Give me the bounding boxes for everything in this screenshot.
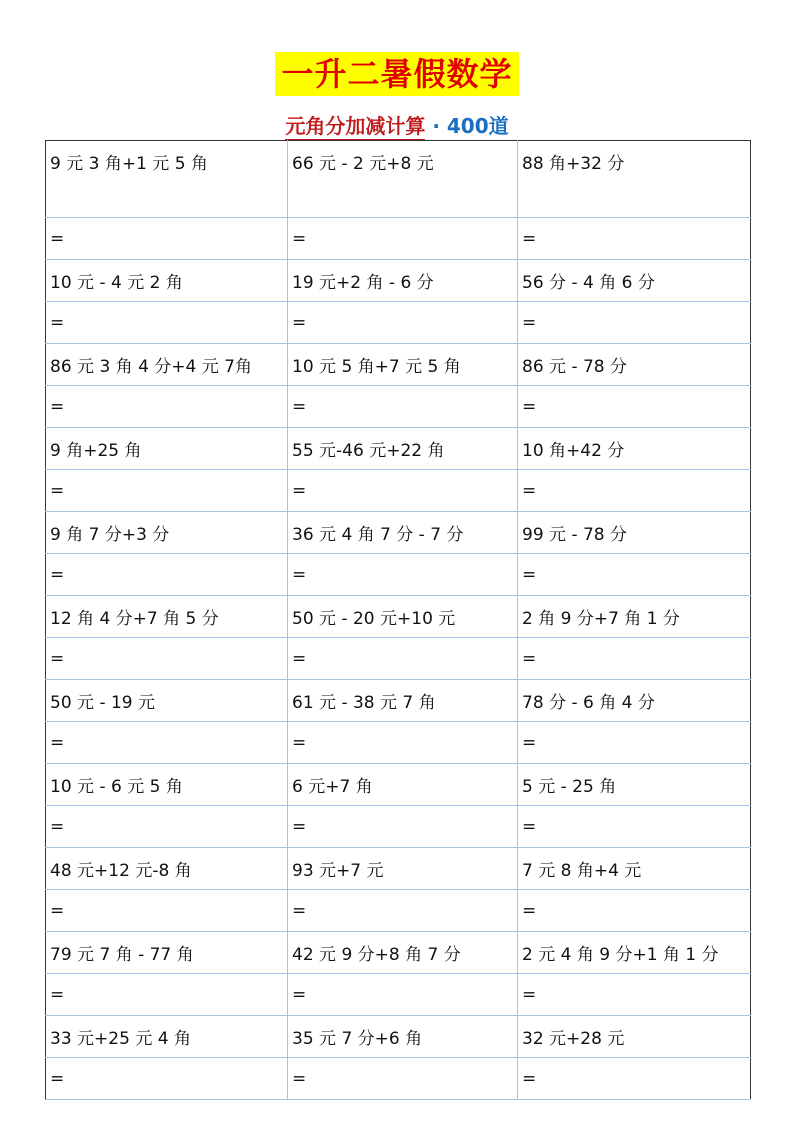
problem-cell: 35 元 7 分+6 角	[288, 1016, 518, 1058]
problem-cell: 66 元 - 2 元+8 元	[288, 141, 518, 218]
subtitle-count: 400道	[446, 114, 509, 138]
answer-row	[46, 722, 751, 764]
answer-cell[interactable]: =	[288, 638, 518, 680]
problem-cell: 5 元 - 25 角	[518, 764, 751, 806]
problem-cell: 2 角 9 分+7 角 1 分	[518, 596, 751, 638]
problem-cell: 99 元 - 78 分	[518, 512, 751, 554]
problem-cell: 9 角 7 分+3 分	[46, 512, 288, 554]
answer-cell[interactable]: =	[46, 806, 288, 848]
answer-row	[46, 1058, 751, 1100]
answer-cell[interactable]: =	[518, 218, 751, 260]
answer-cell[interactable]: =	[46, 386, 288, 428]
problem-row	[46, 428, 751, 470]
answer-cell[interactable]: =	[46, 218, 288, 260]
answer-row	[46, 974, 751, 1016]
problem-row	[46, 848, 751, 890]
problem-cell: 86 元 - 78 分	[518, 344, 751, 386]
problem-cell: 50 元 - 19 元	[46, 680, 288, 722]
problem-row	[46, 344, 751, 386]
answer-cell[interactable]: =	[518, 1058, 751, 1100]
subtitle	[0, 110, 794, 139]
answer-cell[interactable]: =	[288, 722, 518, 764]
answer-cell[interactable]: =	[288, 974, 518, 1016]
answer-row	[46, 890, 751, 932]
problem-cell: 7 元 8 角+4 元	[518, 848, 751, 890]
problem-cell: 2 元 4 角 9 分+1 角 1 分	[518, 932, 751, 974]
worksheet-table	[45, 140, 751, 1100]
problem-cell: 10 元 - 6 元 5 角	[46, 764, 288, 806]
problem-cell: 33 元+25 元 4 角	[46, 1016, 288, 1058]
answer-cell[interactable]: =	[46, 638, 288, 680]
problem-cell: 32 元+28 元	[518, 1016, 751, 1058]
problem-cell: 6 元+7 角	[288, 764, 518, 806]
answer-row	[46, 218, 751, 260]
problem-cell: 55 元-46 元+22 角	[288, 428, 518, 470]
problem-cell: 36 元 4 角 7 分 - 7 分	[288, 512, 518, 554]
problem-row	[46, 512, 751, 554]
problem-cell: 10 角+42 分	[518, 428, 751, 470]
answer-cell[interactable]: =	[518, 302, 751, 344]
problem-cell: 50 元 - 20 元+10 元	[288, 596, 518, 638]
answer-cell[interactable]: =	[518, 386, 751, 428]
problem-row	[46, 260, 751, 302]
problem-row	[46, 764, 751, 806]
problem-cell: 86 元 3 角 4 分+4 元 7角	[46, 344, 288, 386]
problem-cell: 61 元 - 38 元 7 角	[288, 680, 518, 722]
answer-cell[interactable]: =	[46, 470, 288, 512]
answer-row	[46, 638, 751, 680]
problem-cell: 12 角 4 分+7 角 5 分	[46, 596, 288, 638]
answer-row	[46, 806, 751, 848]
answer-cell[interactable]: =	[46, 554, 288, 596]
problem-cell: 56 分 - 4 角 6 分	[518, 260, 751, 302]
answer-cell[interactable]: =	[518, 806, 751, 848]
problem-cell: 10 元 - 4 元 2 角	[46, 260, 288, 302]
subtitle-topic: 元角分加减计算	[285, 114, 425, 141]
problem-cell: 10 元 5 角+7 元 5 角	[288, 344, 518, 386]
answer-cell[interactable]: =	[288, 302, 518, 344]
problem-row	[46, 596, 751, 638]
problem-row	[46, 680, 751, 722]
answer-cell[interactable]: =	[518, 554, 751, 596]
answer-cell[interactable]: =	[518, 974, 751, 1016]
answer-row	[46, 386, 751, 428]
answer-cell[interactable]: =	[288, 218, 518, 260]
answer-cell[interactable]: =	[46, 302, 288, 344]
answer-cell[interactable]: =	[518, 470, 751, 512]
answer-cell[interactable]: =	[288, 890, 518, 932]
title-area	[0, 52, 794, 96]
answer-row	[46, 470, 751, 512]
subtitle-separator: ·	[432, 114, 440, 138]
problem-cell: 9 元 3 角+1 元 5 角	[46, 141, 288, 218]
answer-cell[interactable]: =	[46, 722, 288, 764]
answer-cell[interactable]: =	[288, 554, 518, 596]
problem-row	[46, 1016, 751, 1058]
answer-cell[interactable]: =	[46, 974, 288, 1016]
answer-cell[interactable]: =	[46, 890, 288, 932]
answer-row	[46, 302, 751, 344]
answer-cell[interactable]: =	[46, 1058, 288, 1100]
answer-cell[interactable]: =	[288, 470, 518, 512]
page-title: 一升二暑假数学	[275, 52, 518, 96]
problem-cell: 42 元 9 分+8 角 7 分	[288, 932, 518, 974]
problem-row	[46, 141, 751, 218]
answer-cell[interactable]: =	[518, 638, 751, 680]
answer-cell[interactable]: =	[518, 722, 751, 764]
problem-row	[46, 932, 751, 974]
answer-row	[46, 554, 751, 596]
problem-cell: 48 元+12 元-8 角	[46, 848, 288, 890]
problem-cell: 9 角+25 角	[46, 428, 288, 470]
problem-cell: 78 分 - 6 角 4 分	[518, 680, 751, 722]
answer-cell[interactable]: =	[288, 806, 518, 848]
problem-cell: 88 角+32 分	[518, 141, 751, 218]
answer-cell[interactable]: =	[518, 890, 751, 932]
problem-cell: 93 元+7 元	[288, 848, 518, 890]
answer-cell[interactable]: =	[288, 1058, 518, 1100]
problem-cell: 19 元+2 角 - 6 分	[288, 260, 518, 302]
answer-cell[interactable]: =	[288, 386, 518, 428]
problem-cell: 79 元 7 角 - 77 角	[46, 932, 288, 974]
